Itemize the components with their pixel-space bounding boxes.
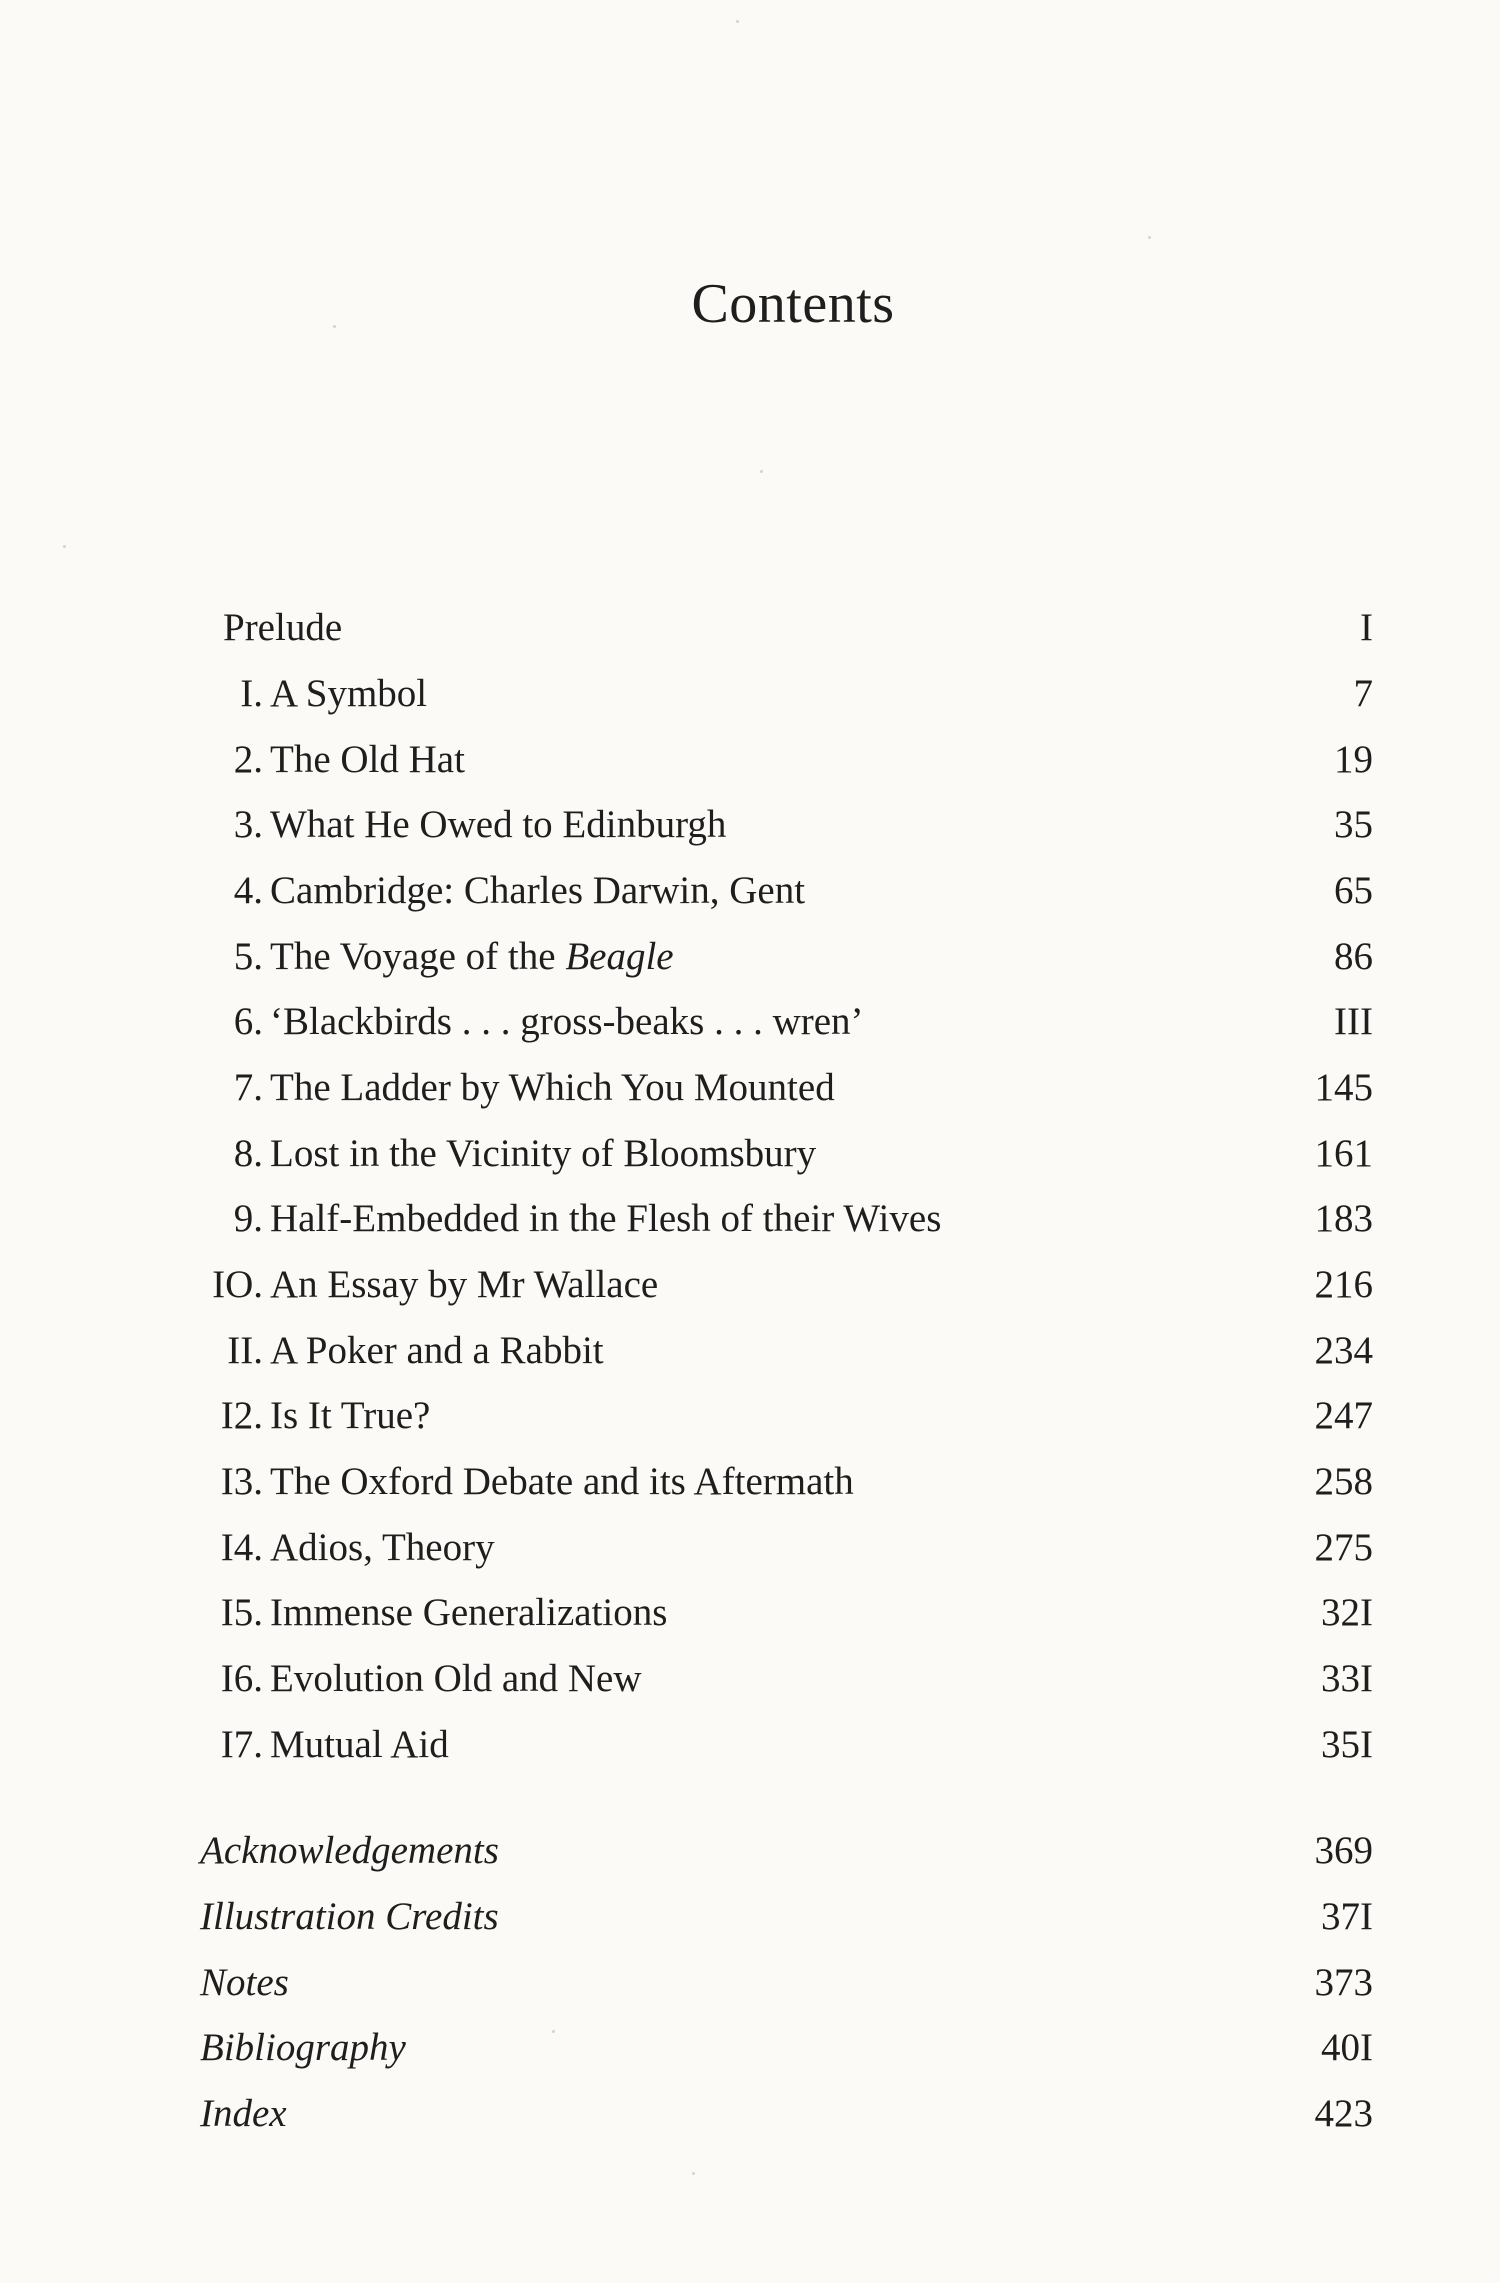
toc-entry-chapter [0, 795, 1500, 855]
chapter-number: 2. [233, 738, 263, 781]
chapter-number: I5. [220, 1591, 263, 1634]
toc-entry-chapter [0, 1189, 1500, 1249]
entry-title: Notes [200, 1961, 289, 2004]
entry-title: Illustration Credits [200, 1895, 499, 1938]
toc-entry-back-matter [0, 1887, 1500, 1947]
toc-entry-chapter [0, 861, 1500, 921]
chapter-number: IO. [212, 1263, 263, 1306]
entry-title: Bibliography [200, 2026, 406, 2069]
entry-page-number: 258 [1314, 1460, 1373, 1503]
toc-entry-chapter [0, 1058, 1500, 1118]
entry-title-text: The Voyage of the [270, 935, 566, 978]
entry-page-number: 275 [1314, 1526, 1373, 1569]
chapter-number: I3. [220, 1460, 263, 1503]
paper-speck [760, 470, 763, 473]
entry-page-number: 216 [1314, 1263, 1373, 1306]
entry-page-number: 33I [1321, 1657, 1373, 1700]
toc-entry-chapter [0, 1386, 1500, 1446]
entry-page-number: 423 [1314, 2092, 1373, 2135]
entry-title: Lost in the Vicinity of Bloomsbury [270, 1132, 817, 1175]
toc-entry-prelude [0, 598, 1500, 658]
entry-page-number: 86 [1334, 935, 1373, 978]
entry-page-number: 234 [1314, 1329, 1373, 1372]
entry-title: Is It True? [270, 1394, 431, 1437]
entry-title: Immense Generalizations [270, 1591, 668, 1634]
toc-entry-back-matter [0, 1821, 1500, 1881]
chapter-number: 4. [233, 869, 263, 912]
chapter-number: 5. [233, 935, 263, 978]
entry-page-number: 40I [1321, 2026, 1373, 2069]
toc-entry-chapter [0, 1124, 1500, 1184]
entry-title: Adios, Theory [270, 1526, 495, 1569]
toc-entry-chapter [0, 1452, 1500, 1512]
entry-page-number: 161 [1314, 1132, 1373, 1175]
entry-page-number: 145 [1314, 1066, 1373, 1109]
paper-speck [692, 2172, 695, 2175]
toc-entry-chapter [0, 730, 1500, 790]
toc-entry-chapter [0, 1715, 1500, 1775]
toc-entry-chapter [0, 1583, 1500, 1643]
chapter-number: I6. [220, 1657, 263, 1700]
toc-entry-chapter [0, 927, 1500, 987]
entry-page-number: 369 [1314, 1829, 1373, 1872]
entry-title: An Essay by Mr Wallace [270, 1263, 659, 1306]
entry-title: The Old Hat [270, 738, 465, 781]
entry-title: Prelude [223, 606, 343, 649]
toc-entry-chapter [0, 1649, 1500, 1709]
entry-title: Index [200, 2092, 287, 2135]
entry-page-number: 35I [1321, 1723, 1373, 1766]
entry-title: What He Owed to Edinburgh [270, 803, 727, 846]
toc-entry-back-matter [0, 2084, 1500, 2144]
entry-page-number: 65 [1334, 869, 1373, 912]
paper-speck [1148, 236, 1151, 239]
entry-page-number: 183 [1314, 1197, 1373, 1240]
paper-speck [736, 20, 739, 23]
chapter-number: I. [240, 672, 263, 715]
chapter-number: I7. [220, 1723, 263, 1766]
chapter-number: 7. [233, 1066, 263, 1109]
paper-speck [63, 545, 66, 548]
entry-page-number: 19 [1334, 738, 1373, 781]
chapter-number: I2. [220, 1394, 263, 1437]
entry-title: A Poker and a Rabbit [270, 1329, 604, 1372]
entry-title: Mutual Aid [270, 1723, 449, 1766]
entry-title: A Symbol [270, 672, 428, 715]
toc-entry-chapter [0, 992, 1500, 1052]
toc-entry-chapter [0, 1321, 1500, 1381]
entry-page-number: I [1360, 606, 1373, 649]
chapter-number: 6. [233, 1000, 263, 1043]
chapter-number: 3. [233, 803, 263, 846]
chapter-number: I4. [220, 1526, 263, 1569]
entry-page-number: 32I [1321, 1591, 1373, 1634]
toc-entry-chapter [0, 1518, 1500, 1578]
toc-entry-back-matter [0, 2018, 1500, 2078]
chapter-number: 9. [233, 1197, 263, 1240]
toc-entry-chapter [0, 1255, 1500, 1315]
entry-page-number: III [1334, 1000, 1373, 1043]
toc-entry-back-matter [0, 1953, 1500, 2013]
entry-title: Evolution Old and New [270, 1657, 642, 1700]
entry-title: Half-Embedded in the Flesh of their Wives [270, 1197, 942, 1240]
entry-title [270, 927, 674, 987]
entry-title: ‘Blackbirds . . . gross-beaks . . . wren’ [270, 1000, 864, 1043]
entry-title: Cambridge: Charles Darwin, Gent [270, 869, 806, 912]
chapter-number: II. [227, 1329, 263, 1372]
entry-page-number: 37I [1321, 1895, 1373, 1938]
entry-title: The Oxford Debate and its Aftermath [270, 1460, 854, 1503]
entry-page-number: 247 [1314, 1394, 1373, 1437]
entry-page-number: 7 [1353, 672, 1373, 715]
page-title: Contents [691, 273, 895, 335]
entry-title-italic-text: Beagle [565, 935, 674, 978]
toc-entry-chapter [0, 664, 1500, 724]
entry-title: Acknowledgements [200, 1829, 499, 1872]
entry-page-number: 35 [1334, 803, 1373, 846]
chapter-number: 8. [233, 1132, 263, 1175]
entry-page-number: 373 [1314, 1961, 1373, 2004]
entry-title: The Ladder by Which You Mounted [270, 1066, 835, 1109]
